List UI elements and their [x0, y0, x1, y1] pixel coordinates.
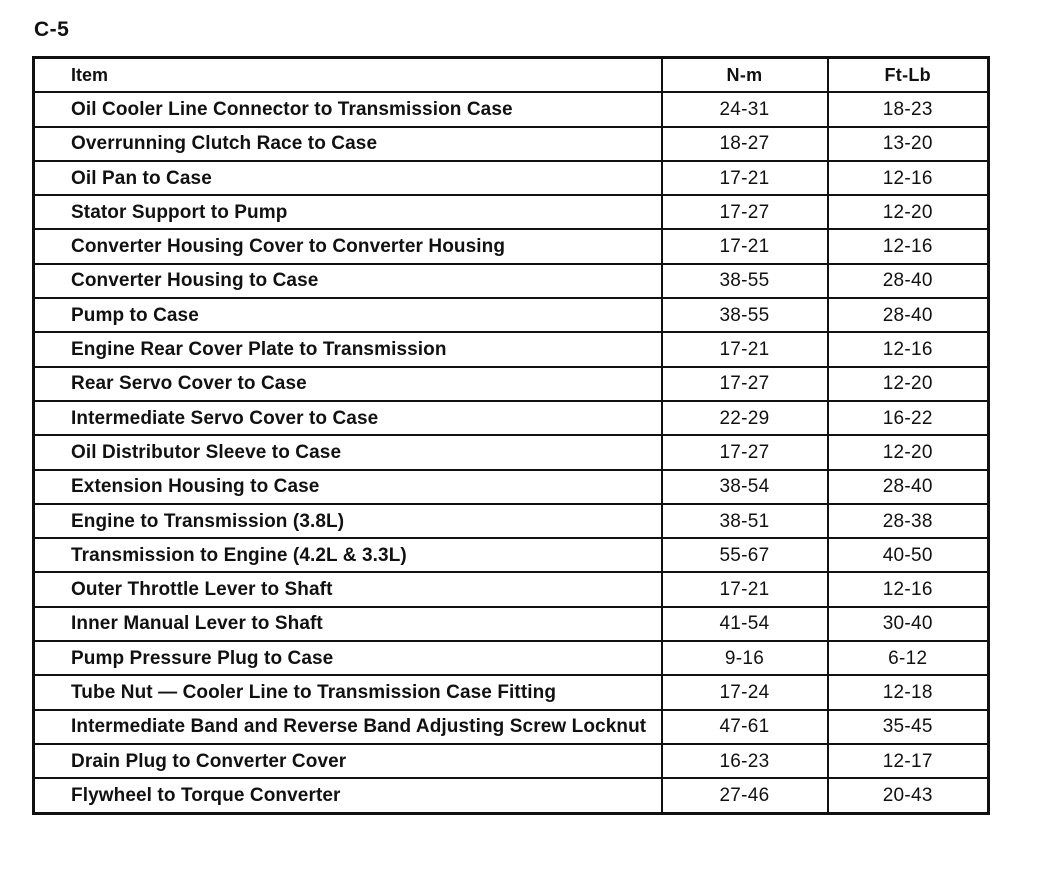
row-item: Intermediate Band and Reverse Band Adjusting Screw Locknut — [34, 710, 662, 744]
row-ftlb-value: 12-20 — [828, 367, 989, 401]
row-item: Stator Support to Pump — [34, 195, 662, 229]
row-ftlb-value: 12-20 — [828, 435, 989, 469]
row-item: Intermediate Servo Cover to Case — [34, 401, 662, 435]
row-nm-value: 38-51 — [662, 504, 828, 538]
row-item: Engine to Transmission (3.8L) — [34, 504, 662, 538]
row-item: Converter Housing Cover to Converter Housing — [34, 229, 662, 263]
row-item: Overrunning Clutch Race to Case — [34, 127, 662, 161]
row-item: Tube Nut — Cooler Line to Transmission Case Fitting — [34, 675, 662, 709]
row-ftlb-value: 12-16 — [828, 161, 989, 195]
table-row — [34, 470, 989, 504]
row-ftlb-value: 28-38 — [828, 504, 989, 538]
row-nm-value: 18-27 — [662, 127, 828, 161]
row-item: Extension Housing to Case — [34, 470, 662, 504]
row-ftlb-value: 12-16 — [828, 229, 989, 263]
row-item: Flywheel to Torque Converter — [34, 778, 662, 813]
table-row — [34, 744, 989, 778]
table-row — [34, 332, 989, 366]
torque-spec-table — [32, 56, 990, 815]
row-nm-value: 17-27 — [662, 195, 828, 229]
row-ftlb-value: 30-40 — [828, 607, 989, 641]
row-ftlb-value: 35-45 — [828, 710, 989, 744]
row-ftlb-value: 20-43 — [828, 778, 989, 813]
row-nm-value: 38-55 — [662, 298, 828, 332]
row-ftlb-value: 12-16 — [828, 572, 989, 606]
row-nm-value: 17-21 — [662, 572, 828, 606]
row-item: Pump Pressure Plug to Case — [34, 641, 662, 675]
row-item: Oil Distributor Sleeve to Case — [34, 435, 662, 469]
row-ftlb-value: 13-20 — [828, 127, 989, 161]
row-nm-value: 17-21 — [662, 161, 828, 195]
row-ftlb-value: 28-40 — [828, 470, 989, 504]
table-row — [34, 229, 989, 263]
table-row — [34, 641, 989, 675]
row-ftlb-value: 12-20 — [828, 195, 989, 229]
table-header-row — [34, 58, 989, 93]
row-ftlb-value: 12-16 — [828, 332, 989, 366]
row-item: Engine Rear Cover Plate to Transmission — [34, 332, 662, 366]
row-ftlb-value: 28-40 — [828, 264, 989, 298]
row-ftlb-value: 6-12 — [828, 641, 989, 675]
column-header-nm: N-m — [662, 58, 828, 93]
section-label: C-5 — [34, 18, 70, 41]
row-item: Oil Cooler Line Connector to Transmission Case — [34, 92, 662, 126]
row-nm-value: 47-61 — [662, 710, 828, 744]
row-ftlb-value: 40-50 — [828, 538, 989, 572]
table-row — [34, 778, 989, 813]
row-ftlb-value: 28-40 — [828, 298, 989, 332]
row-ftlb-value: 16-22 — [828, 401, 989, 435]
table-row — [34, 161, 989, 195]
table-row — [34, 264, 989, 298]
row-ftlb-value: 18-23 — [828, 92, 989, 126]
table-row — [34, 92, 989, 126]
table-row — [34, 538, 989, 572]
row-nm-value: 16-23 — [662, 744, 828, 778]
table-row — [34, 298, 989, 332]
table-row — [34, 675, 989, 709]
row-item: Drain Plug to Converter Cover — [34, 744, 662, 778]
row-ftlb-value: 12-18 — [828, 675, 989, 709]
row-item: Oil Pan to Case — [34, 161, 662, 195]
table-row — [34, 367, 989, 401]
table-row — [34, 195, 989, 229]
row-nm-value: 38-54 — [662, 470, 828, 504]
row-nm-value: 17-21 — [662, 332, 828, 366]
row-nm-value: 9-16 — [662, 641, 828, 675]
table-row — [34, 127, 989, 161]
column-header-item: Item — [34, 58, 662, 93]
row-nm-value: 27-46 — [662, 778, 828, 813]
row-nm-value: 17-27 — [662, 367, 828, 401]
row-nm-value: 38-55 — [662, 264, 828, 298]
table-row — [34, 504, 989, 538]
column-header-ftlb: Ft-Lb — [828, 58, 989, 93]
table-row — [34, 572, 989, 606]
row-nm-value: 17-27 — [662, 435, 828, 469]
row-item: Transmission to Engine (4.2L & 3.3L) — [34, 538, 662, 572]
table-row — [34, 710, 989, 744]
row-item: Outer Throttle Lever to Shaft — [34, 572, 662, 606]
row-item: Inner Manual Lever to Shaft — [34, 607, 662, 641]
row-item: Converter Housing to Case — [34, 264, 662, 298]
row-nm-value: 41-54 — [662, 607, 828, 641]
row-nm-value: 55-67 — [662, 538, 828, 572]
row-item: Pump to Case — [34, 298, 662, 332]
row-nm-value: 17-21 — [662, 229, 828, 263]
row-nm-value: 24-31 — [662, 92, 828, 126]
table-row — [34, 401, 989, 435]
row-nm-value: 17-24 — [662, 675, 828, 709]
table-row — [34, 607, 989, 641]
table-row — [34, 435, 989, 469]
row-nm-value: 22-29 — [662, 401, 828, 435]
row-item: Rear Servo Cover to Case — [34, 367, 662, 401]
row-ftlb-value: 12-17 — [828, 744, 989, 778]
